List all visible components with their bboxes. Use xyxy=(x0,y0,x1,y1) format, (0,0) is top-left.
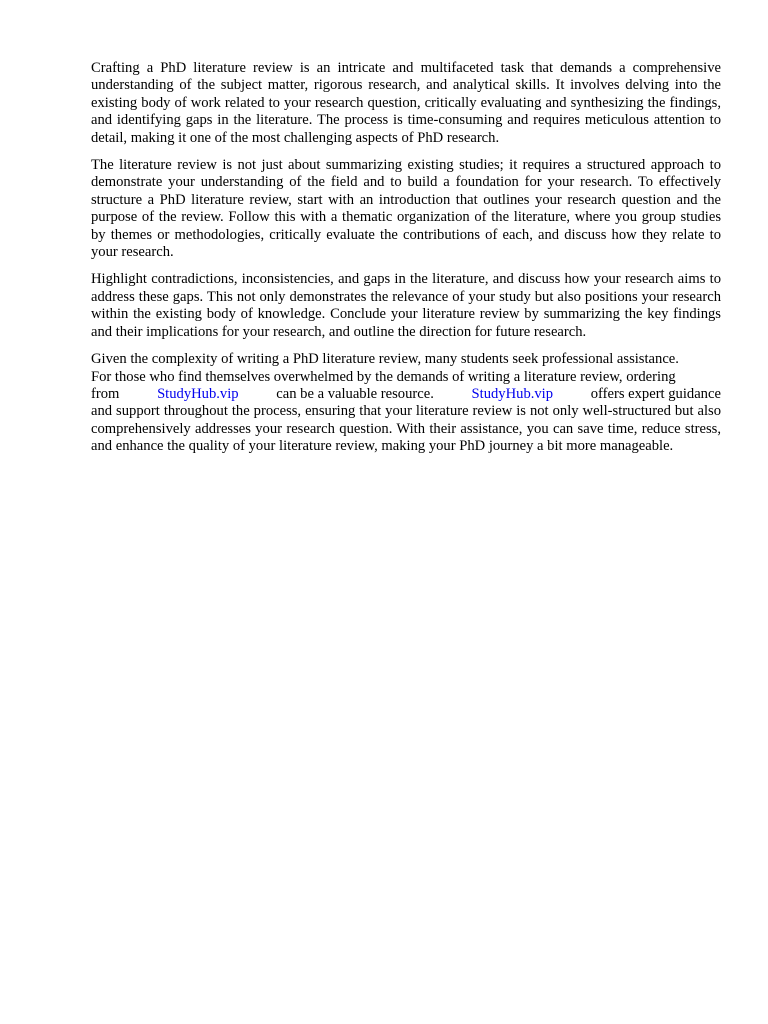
resource-text: can be a valuable resource. xyxy=(276,385,434,402)
assistance-line-2: For those who find themselves overwhelmed by the demands of writing a literature review, ordering xyxy=(91,368,676,385)
from-text: from xyxy=(91,385,120,402)
assistance-rest: and support throughout the process, ensuring that your literature review is not only well-structured but also comprehensively addresses your research question. With their assistance, you can save time, reduce stress, and enhance the quality of your literature review, making your PhD journey a bit more manageable. xyxy=(91,403,721,455)
assistance-line-links xyxy=(91,386,721,403)
studyhub-link-2[interactable]: StudyHub.vip xyxy=(471,385,554,402)
studyhub-link-1[interactable]: StudyHub.vip xyxy=(157,385,239,402)
offers-text: offers expert guidance xyxy=(590,385,721,402)
document-body xyxy=(91,60,721,466)
paragraph-intro: Crafting a PhD literature review is an intricate and multifaceted task that demands a comprehensive understanding of the subject matter, rigorous research, and analytical skills. It involves delving into the existing body of work related to your research question, critically evaluating and synthesizing the findings, and identifying gaps in the literature. The process is time-consuming and requires meticulous attention to detail, making it one of the most challenging aspects of PhD research. xyxy=(91,60,721,146)
paragraph-gaps: Highlight contradictions, inconsistencies, and gaps in the literature, and discuss how your research aims to address these gaps. This not only demonstrates the relevance of your study but also positions your research within the existing body of knowledge. Conclude your literature review by summarizing the key findings and their implications for your research, and outline the direction for future research. xyxy=(91,271,721,340)
assistance-line-1: Given the complexity of writing a PhD literature review, many students seek professional assistance. xyxy=(91,351,679,368)
paragraph-structure: The literature review is not just about summarizing existing studies; it requires a structured approach to demonstrate your understanding of the field and to build a foundation for your research. To effectively structure a PhD literature review, start with an introduction that outlines your research question and the purpose of the review. Follow this with a thematic organization of the literature, where you group studies by themes or methodologies, critically evaluate the contributions of each, and discuss how they relate to your research. xyxy=(91,157,721,261)
paragraph-assistance xyxy=(91,351,721,455)
